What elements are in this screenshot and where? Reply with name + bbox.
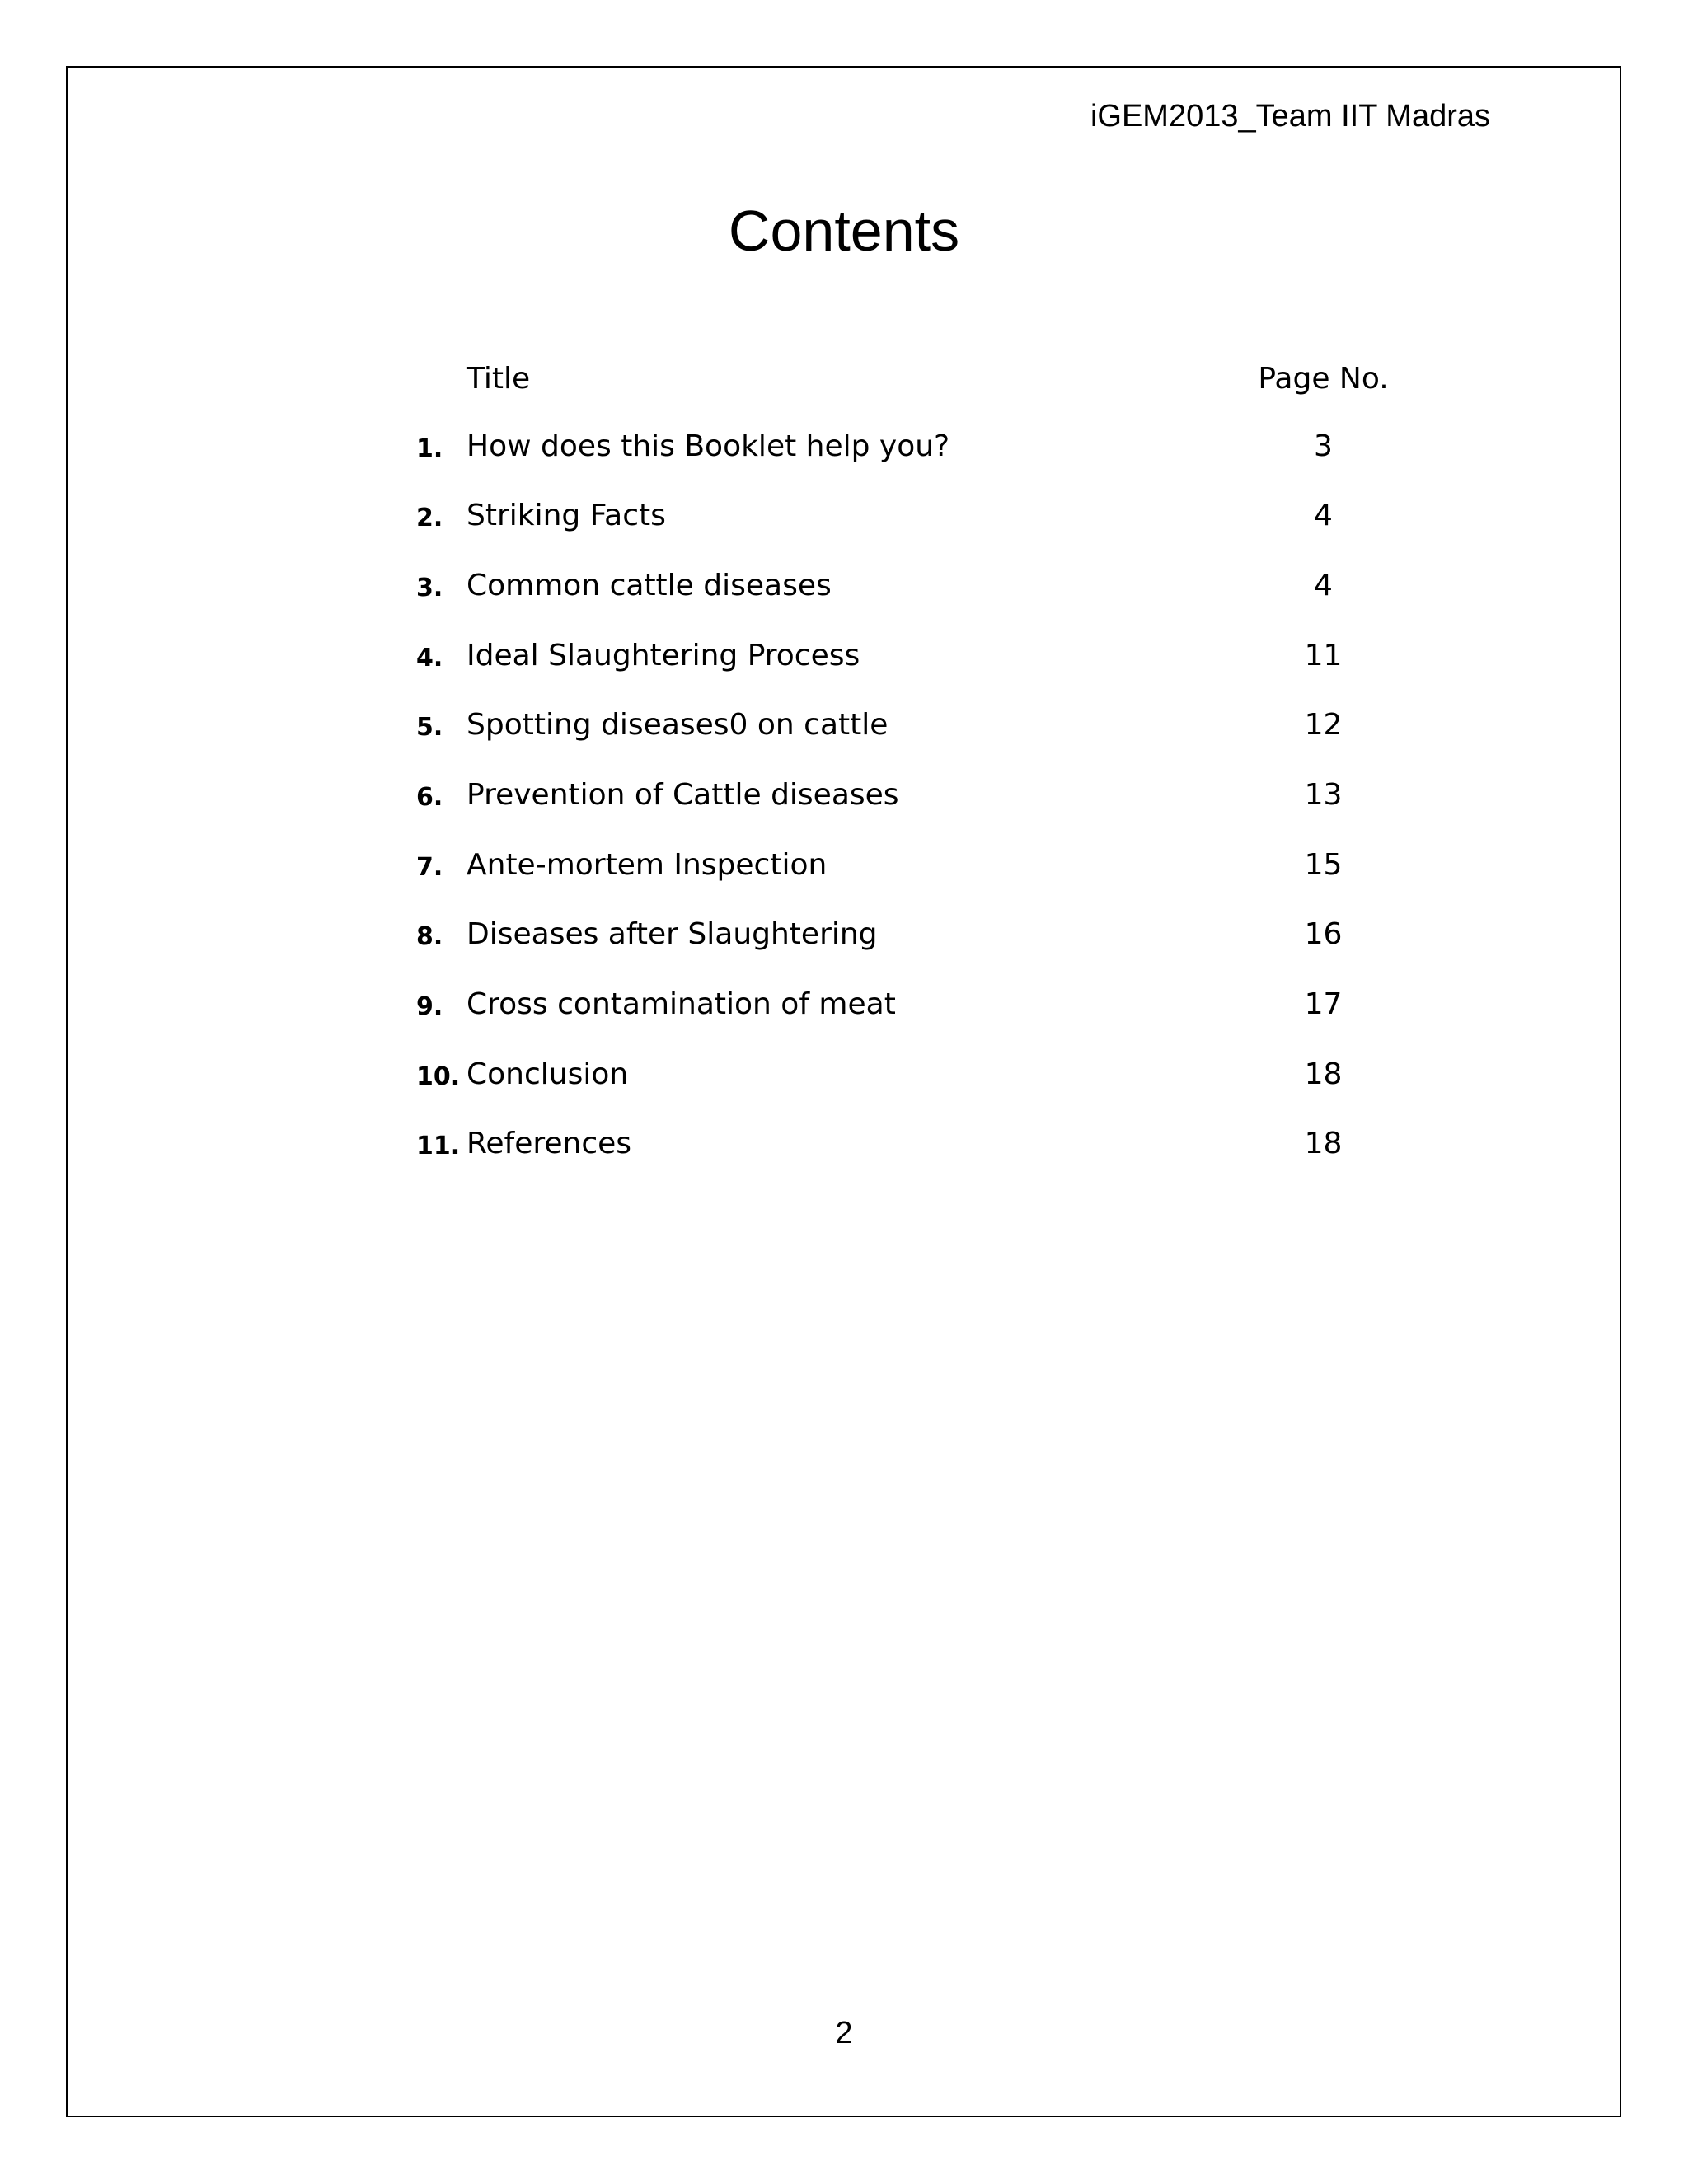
toc-header-row	[416, 346, 1438, 411]
toc-entry-row	[416, 1109, 1438, 1179]
toc-entry-page-number: 12	[1304, 708, 1343, 743]
toc-entry-row	[416, 969, 1438, 1039]
toc-title-column-header: Title	[467, 361, 531, 396]
toc-entry-number: 5.	[416, 713, 443, 743]
toc-entry-title: How does this Booklet help you?	[467, 429, 950, 463]
toc-entry-page-number: 3	[1314, 429, 1333, 463]
running-header: iGEM2013_Team IIT Madras	[1090, 99, 1490, 134]
toc-entry-number: 3.	[416, 573, 443, 602]
toc-entry-page-number: 4	[1314, 499, 1333, 533]
toc-entries	[416, 411, 1438, 1179]
toc-entry-number: 7.	[416, 852, 443, 882]
toc-entry-title: Cross contamination of meat	[467, 987, 896, 1022]
toc-entry-number: 4.	[416, 643, 443, 673]
toc-entry-row	[416, 690, 1438, 760]
toc-entry-page-number: 16	[1304, 917, 1343, 952]
toc-entry-title: Conclusion	[467, 1057, 629, 1091]
toc-entry-number: 6.	[416, 782, 443, 812]
toc-entry-title: Ideal Slaughtering Process	[467, 638, 860, 673]
toc-entry-title: Prevention of Cattle diseases	[467, 777, 899, 812]
toc-entry-row	[416, 621, 1438, 691]
toc-entry-row	[416, 1039, 1438, 1109]
toc-entry-page-number: 4	[1314, 568, 1333, 602]
toc-entry-row	[416, 760, 1438, 830]
toc-entry-page-number: 11	[1304, 638, 1343, 673]
toc-number-header	[416, 346, 467, 411]
toc-entry-number: 9.	[416, 992, 443, 1022]
toc-entry-row	[416, 900, 1438, 970]
toc-entry-page-number: 17	[1304, 987, 1343, 1022]
toc-entry-title: Common cattle diseases	[467, 568, 832, 602]
toc-page-column-header: Page No.	[1258, 361, 1389, 396]
page-title: Contents	[728, 199, 960, 263]
toc-entry-row	[416, 480, 1438, 551]
toc-entry-title: Spotting diseases0 on cattle	[467, 708, 889, 743]
toc-entry-page-number: 18	[1304, 1127, 1343, 1161]
toc-entry-row	[416, 830, 1438, 900]
toc-entry-row	[416, 551, 1438, 621]
toc-entry-title: Ante-mortem Inspection	[467, 847, 828, 882]
toc-entry-page-number: 13	[1304, 777, 1343, 812]
toc-entry-page-number: 15	[1304, 847, 1343, 882]
toc-entry-number: 8.	[416, 922, 443, 952]
footer-page-number: 2	[835, 2016, 853, 2050]
toc-entry-number: 1.	[416, 434, 443, 463]
toc-entry-title: Diseases after Slaughtering	[467, 917, 878, 952]
toc-entry-page-number: 18	[1304, 1057, 1343, 1091]
toc-entry-title: References	[467, 1127, 632, 1161]
toc-entry-number: 11.	[416, 1132, 461, 1161]
table-of-contents	[416, 346, 1438, 1179]
toc-entry-title: Striking Facts	[467, 499, 666, 533]
toc-entry-row	[416, 411, 1438, 481]
toc-entry-number: 2.	[416, 504, 443, 533]
toc-entry-number: 10.	[416, 1062, 461, 1091]
